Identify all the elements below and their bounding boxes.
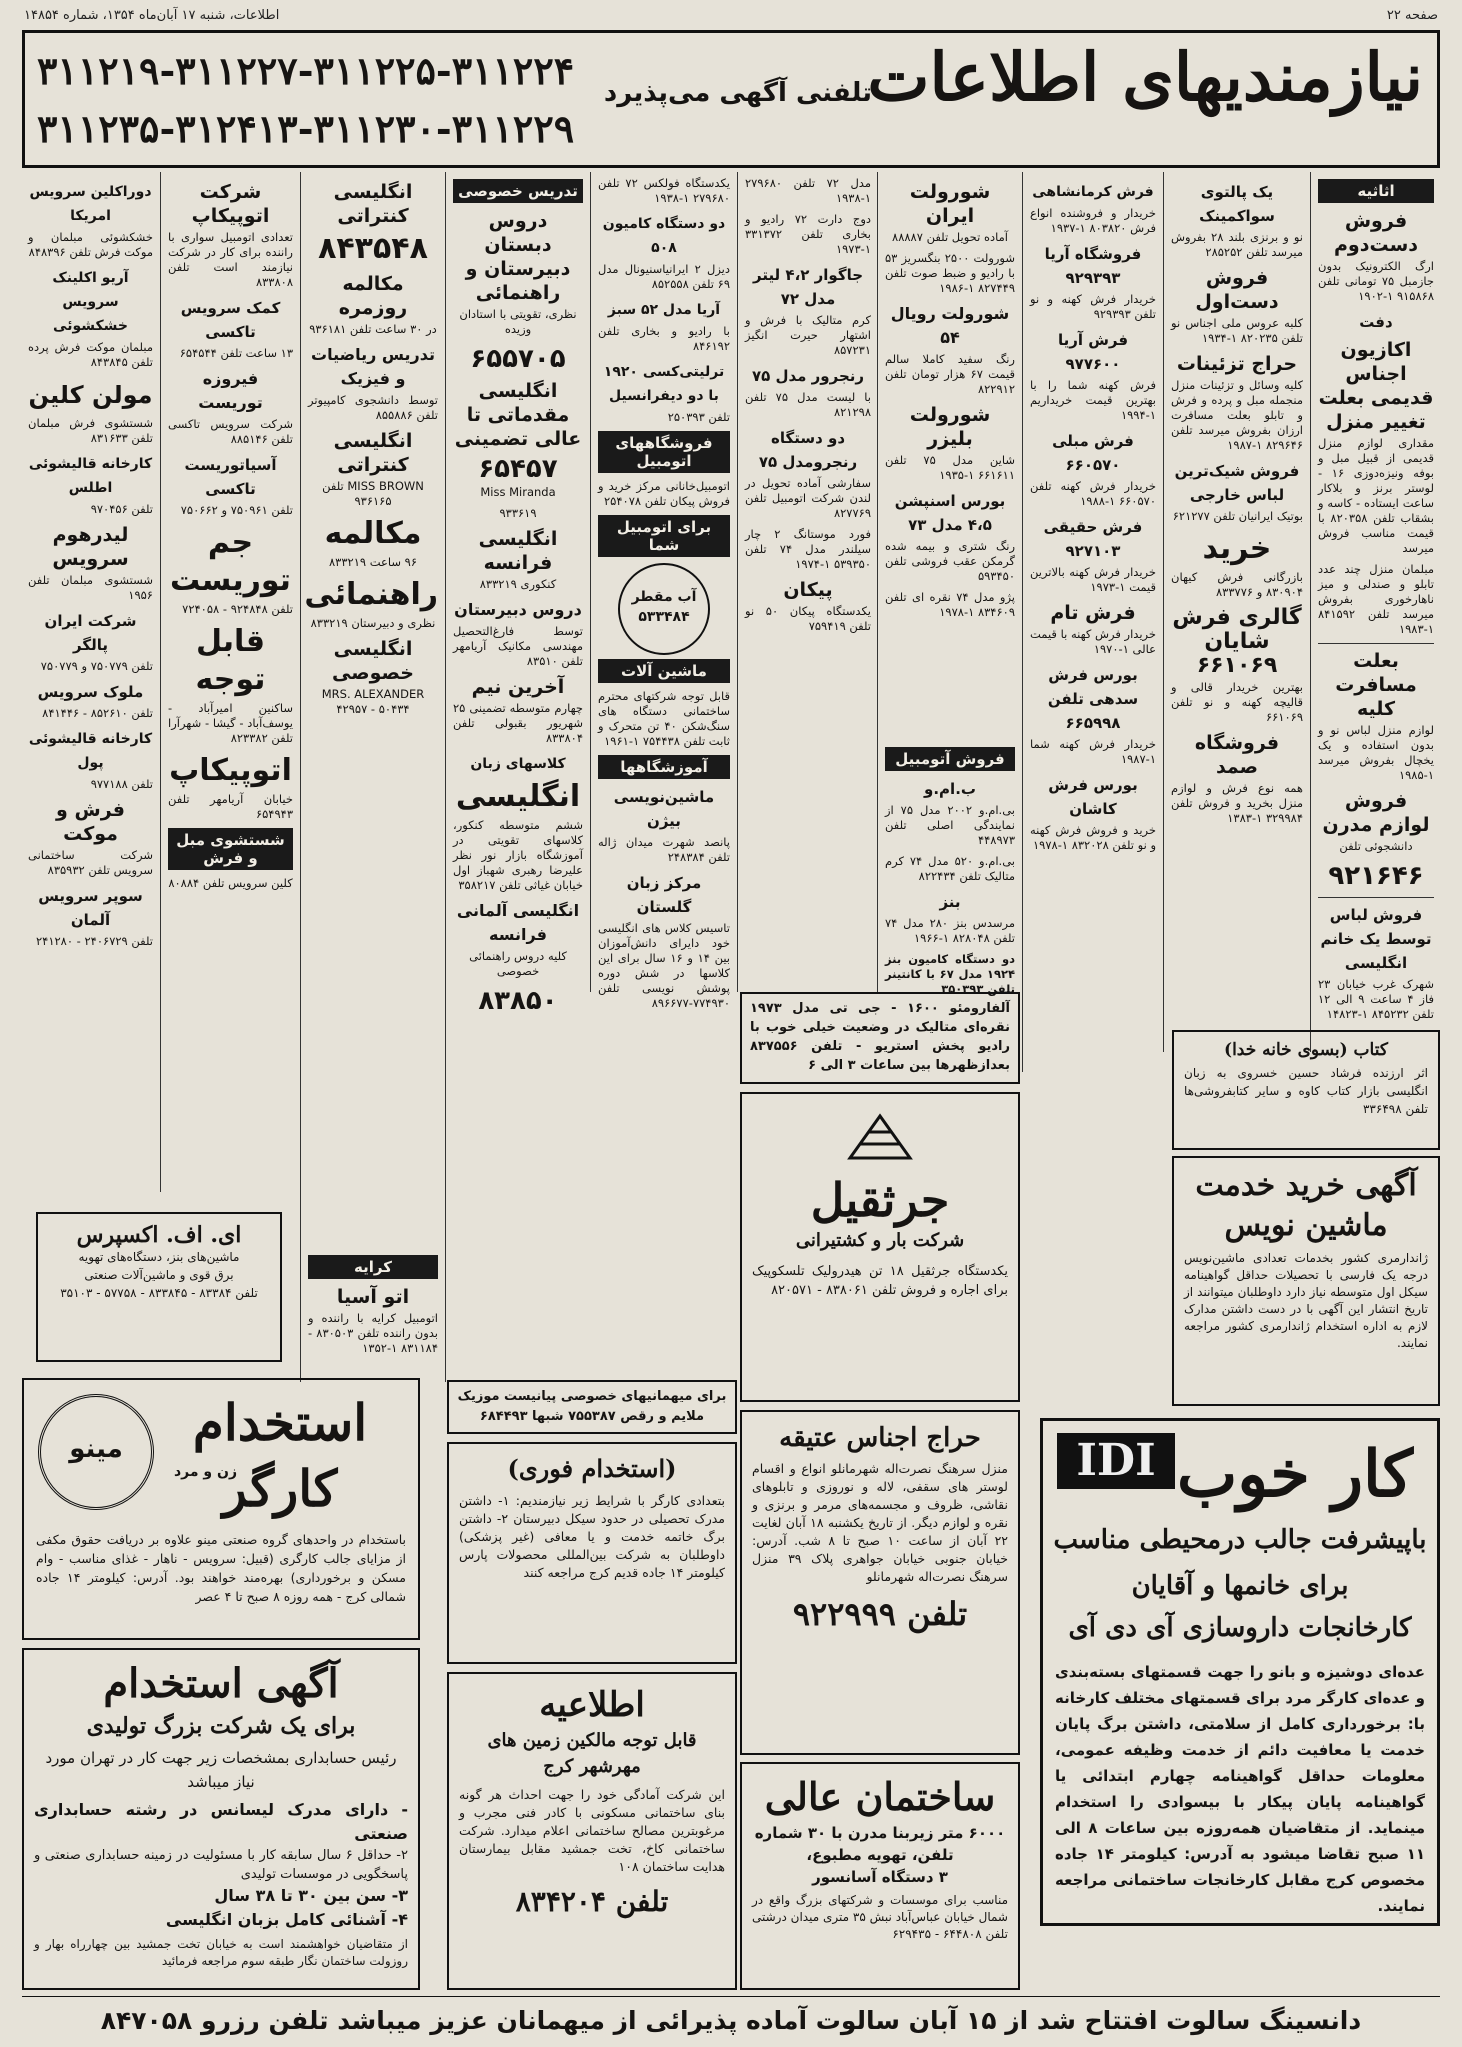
category-header: اثاثیه: [1318, 179, 1434, 203]
ad-title: اکازیون اجناس قدیمی بعلت تغییر منزل: [1318, 339, 1434, 433]
ad-text: مبلمان موکت فرش پرده تلفن ۸۴۳۸۴۵: [28, 340, 153, 369]
ad-text: چهارم متوسطه تضمینی ۲۵ شهریور بقبولی تلفن ۸۳۳۸۰۴: [453, 701, 583, 745]
ad-gender: زن و مرد: [174, 1464, 238, 1480]
category-header: فروشگاههای اتومبیل: [598, 431, 730, 473]
ad-title: فرش کرمانشاهی: [1032, 184, 1154, 200]
ad-phone: ۸۳۸۵۰: [478, 986, 558, 1016]
ad-title: دو دستگاه رنجرومدل ۷۵: [758, 429, 858, 471]
ad-title: فرش حقیقی ۹۲۷۱۰۳: [1043, 518, 1143, 560]
ad-text: بهترین خریدار قالی و قالیچه کهنه و نو تلفن ۶۶۱۰۶۹: [1171, 680, 1303, 724]
ad-title: حراج اجناس عتیقه: [779, 1423, 981, 1453]
ad-building: [740, 1762, 1020, 1990]
ad-text: ارگ الکترونیک بدون جازمبل ۷۵ تومانی تلفن ۹۱۵۸۶۸ ۱-۱۹۰۲: [1318, 259, 1434, 303]
requirement-item: ۴- آشنائی کامل بزبان انگلیسی: [165, 1910, 408, 1929]
ad-title: انگلیسی آلمانی فرانسه: [456, 901, 580, 944]
column-rule: [1310, 172, 1311, 1052]
ad-text: قابل توجه شرکتهای محترم ساختمانی دستگاه های سنگ‌شکن ۴۰ تن متحرک و ثابت تلفن ۷۵۴۴۳۸ ۱-۱۹۶۱: [598, 689, 730, 748]
ad-text: MRS. ALEXANDER ۴۲۹۵۷ - ۵۰۴۳۴: [321, 687, 425, 716]
ad-text: با رادیو و بخاری تلفن ۸۴۶۱۹۲: [598, 324, 730, 353]
ad-title: کار خوب: [1176, 1437, 1413, 1512]
ad-phone: ۶۵۵۷۰۵: [470, 344, 566, 374]
ad-text: بوتیک ایرانیان تلفن ۶۲۱۲۷۷: [1172, 509, 1303, 523]
ad-text: فورد موستانگ ۲ چار سیلندر مدل ۷۴ تلفن ۵۳۹۳۵۰ ۱-۱۹۷۴: [745, 527, 871, 571]
requirement-item: ۳- سن بین ۳۰ تا ۳۸ سال: [214, 1886, 408, 1905]
column-cars-c: [739, 172, 877, 992]
ad-phone: تلفن ۹۲۲۹۹۹: [792, 1595, 968, 1633]
ad-subtitle: شرکت بار و کشتیرانی: [795, 1230, 965, 1251]
ad-text: بی.ام.و ۲۰۰۲ مدل ۷۵ از نمایندگی اصلی تلفن ۴۴۸۹۷۳: [885, 803, 1015, 847]
column-cars-d: [592, 172, 736, 1272]
category-header: ماشین آلات: [598, 659, 730, 683]
ad-text: باستخدام در واحدهای گروه صنعتی مینو علاوه بر دریافت حقوق مکفی از مزایای جالب کارگری (قبیل: سرویس - ناهار - غذای مناسب - وام مسکن و برخورداری) بهره‌مند خواهند بود. آدرس: کیلومتر ۱۴ جاده شمالی کرج - همه روزه ۸ صبح تا ۴ عصر: [36, 1532, 406, 1604]
ad-text: تعدادی اتومبیل سواری با راننده برای کار در شرکت نیازمند است تلفن ۸۳۳۸۰۸: [168, 230, 293, 289]
ad-text: خریدار فرش کهنه تلفن ۶۶۰۵۷۰ ۱-۱۹۸۸: [1030, 479, 1156, 508]
ad-title: انگلیسی فرانسه: [478, 528, 558, 574]
distilled-water-stamp: آب مقطر ۵۳۳۴۸۴: [618, 563, 710, 655]
ad-title: دروس دبیرستان: [454, 600, 582, 619]
ad-text: خشکشوئی مبلمان و موکت فرش تلفن ۸۴۸۳۹۶: [28, 230, 153, 259]
ad-af-express: [36, 1212, 282, 1362]
ad-text: اتومبیل کرایه با راننده و بدون راننده تلفن ۸۳۰۵۰۳ - ۸۳۱۱۸۴ ۱-۱۳۵۲: [308, 1311, 439, 1355]
ad-text: در ۳۰ ساعت تلفن ۹۳۶۱۸۱: [309, 322, 437, 336]
ad-title: ای. اف. اکسپرس: [76, 1222, 242, 1248]
category-header: کرایه: [308, 1255, 438, 1279]
ad-text: مبلمان منزل چند عدد تابلو و صندلی و میز ناهارخوری بفروش میرسد تلفن ۸۴۱۵۹۲ ۱-۱۹۸۳: [1318, 562, 1434, 636]
ad-phone: ۸۴۳۵۴۸: [318, 231, 428, 266]
ad-title: شورولت ایران: [909, 181, 991, 227]
ad-title: ملوک سرویس: [37, 683, 144, 701]
ad-title: فروش لباس توسط یک خانم انگلیسی: [1320, 906, 1432, 972]
ad-title: سوپر سرویس آلمان: [38, 887, 143, 929]
requirement-item: ۲- حداقل ۶ سال سابقه کار با مسئولیت در زمینه حسابداری صنعتی و پاسخگویی در موسسات تولیدی: [34, 1848, 408, 1882]
column-furniture: [1312, 172, 1440, 1052]
ad-text: مدل ۷۲ تلفن ۲۷۹۶۸۰ ۱-۱۹۳۸: [745, 176, 871, 205]
ad-text: لوازم منزل لباس نو و بدون استفاده و یک یخچال بفروش میرسد ۱-۱۹۸۵: [1318, 723, 1434, 782]
ad-title: ترلیتی‌کسی ۱۹۲۰ با دو دیفرانسیل: [603, 364, 725, 404]
ad-intro: رئیس حسابداری بمشخصات زیر جهت کار در تهران مورد نیاز میباشد: [45, 1749, 397, 1791]
ad-text: آماده تحویل تلفن ۸۸۸۸۷: [892, 230, 1008, 244]
ad-text: تلفن ۷۵۰۹۶۱ و ۷۵۰۶۶۲: [180, 503, 293, 517]
ad-text: سفارشی آماده تحویل در لندن شرکت اتومبیل تلفن ۸۲۷۷۶۹: [745, 476, 871, 520]
ad-text: تلفن ۲۴۰۶۷۲۹ - ۲۴۱۲۸۰: [35, 934, 153, 948]
ad-crane: [740, 1092, 1020, 1402]
ad-text: شهرک غرب خیابان ۲۳ فاز ۴ ساعت ۹ الی ۱۲ تلفن ۸۴۵۲۳۲ ۱-۱۴۸۲۳: [1318, 977, 1434, 1021]
ad-text: رنگ سفید کاملا سالم قیمت ۶۷ هزار تومان تلفن ۸۲۲۹۱۲: [885, 352, 1015, 396]
ad-title: دروس دبستان دبیرستان و راهنمائی: [465, 210, 571, 304]
ad-title: انگلیسی مقدماتی تا عالی تضمینی: [454, 380, 582, 450]
ad-text: مرسدس بنز ۲۸۰ مدل ۷۴ تلفن ۸۲۸۰۴۸ ۱-۱۹۶۶: [885, 916, 1015, 945]
ad-text: توسط فارغ‌التحصیل مهندسی مکانیک آریامهر تلفن ۸۳۵۱۰: [453, 624, 583, 668]
stamp-wrapper: [598, 563, 730, 655]
category-header: شستشوی مبل و فرش: [168, 828, 293, 870]
ad-title: انگلیسی: [455, 779, 581, 814]
ad-title: فروشگاه صمد: [1194, 732, 1280, 778]
masthead: [22, 30, 1440, 168]
column-rule: [300, 172, 301, 1382]
page-number: صفحه ۲۲: [1386, 8, 1438, 23]
ad-title: ب.ام.و: [924, 780, 976, 798]
ad-text: تلفن ۲۵۰۳۹۳: [667, 410, 730, 424]
ad-title: یک پالتوی سواکمینک: [1199, 183, 1275, 225]
ad-text: مقداری لوازم منزل قدیمی از قبیل مبل و بوفه ونیزه‌دوزی ۱۶ - لوستر برنز و بلاکار ساعت ایستاده - کاسه و بشقاب تلفن ۸۲۰۳۵۸ با قیمت مناسب فروش میرسد: [1318, 436, 1434, 555]
ad-text: این شرکت آمادگی خود را جهت احداث هر گونه بنای ساختمانی مسکونی با کادر فنی مجرب و مرغوبترین مصالح ساختمانی اعلام میدارد. شرکت ساختمانی کاخ، تخت جمشید مقابل بیمارستان هدایت ساختمان ۱۰۸: [459, 1787, 725, 1874]
ad-title: دفت: [1359, 313, 1393, 331]
ad-subtitle: برای یک شرکت بزرگ تولیدی: [86, 1713, 356, 1739]
ad-text: خیابان آریامهر تلفن ۶۵۴۹۴۳: [168, 792, 293, 821]
ad-title: ماشین‌نویسی بیژن: [613, 788, 715, 830]
footer-rule: [22, 1996, 1440, 1997]
column-taxi: [162, 172, 299, 1202]
ad-text: کلین سرویس تلفن ۸۰۸۸۴: [168, 876, 293, 890]
ad-title: فرش مبلی ۶۶۰۵۷۰: [1052, 432, 1134, 474]
ad-text: خریدار و فروشنده انواع فرش ۸۰۳۸۲۰ ۱-۱۹۳۷: [1030, 206, 1156, 235]
category-header: تدریس خصوصی: [453, 179, 583, 203]
ad-text: شاین مدل ۷۵ تلفن ۶۶۱۶۱۱ ۱-۱۹۳۵: [885, 453, 1015, 482]
ad-text: خرید و فروش فرش کهنه و نو تلفن ۸۳۲۰۲۸ ۱-۱۹۷۸: [1030, 823, 1156, 852]
column-cleaning: [22, 172, 159, 1192]
ad-text: کلیه دروس راهنمائی خصوصی: [469, 949, 567, 978]
ad-line: ماشین‌های بنز، دستگاه‌های تهویه: [78, 1250, 240, 1264]
ad-line: برق قوی و ماشین‌آلات صنعتی: [84, 1268, 234, 1282]
ad-alfa-romeo: [740, 992, 1020, 1084]
ad-title: آسیاتوریست تاکسی: [184, 456, 277, 498]
column-english: [302, 172, 444, 1202]
column-rule: [877, 172, 878, 992]
ad-title: اطلاعیه: [539, 1685, 645, 1725]
ad-title: فرش و موکت: [56, 799, 125, 845]
ad-text: شرکت ساختمانی سرویس تلفن ۸۳۵۹۳۲: [28, 848, 153, 877]
divider: [1318, 897, 1434, 898]
ad-text: ۱۳ ساعت تلفن ۶۵۴۵۴۴: [179, 346, 293, 360]
ad-title: (استخدام فوری): [507, 1454, 677, 1483]
ad-urgent-hiring: [447, 1442, 737, 1664]
ad-text: ۹۳۳۶۱۹: [499, 506, 537, 520]
ad-text: شستشوی مبلمان تلفن ۱۹۵۶: [28, 573, 153, 602]
ad-title: اتوپیکاپ: [169, 753, 292, 788]
idi-logo: IDI: [1057, 1433, 1175, 1489]
footer-banner: دانسینگ سالوت افتتاح شد از ۱۵ آبان سالوت آماده پذیرائی از میهمانان عزیز میباشد تلفن رزرو ۸۴۷۰۵۸: [100, 2006, 1362, 2035]
ad-title: دو دستگاه کامیون ۵۰۸: [602, 216, 726, 256]
column-cars-a: [879, 172, 1021, 732]
requirement-item: - دارای مدرک لیسانس در رشته حسابداری صنعتی: [34, 1800, 408, 1843]
ad-text: ششم متوسطه کنکور، کلاسهای تقویتی در آموزشگاه بازار نور نظر علیرضا رهبری شهباز اول خیابان غیاثی تلفن ۳۵۸۲۱۷: [453, 818, 583, 892]
ad-title: انگلیسی کنتراتی: [333, 181, 413, 227]
ad-lines: [48, 1248, 270, 1302]
ad-text: شورولت ۲۵۰۰ بنگسریز ۵۳ با رادیو و ضبط صوت تلفن ۸۲۷۴۴۹ ۱-۱۹۸۶: [885, 251, 1016, 295]
ad-title: جاگوار ۴،۲ لیتر مدل ۷۲: [752, 266, 864, 308]
ad-text: تلفن ۷۵۰۷۷۹ و ۷۵۰۷۷۹: [40, 659, 153, 673]
ad-company: کارخانجات داروسازی آی دی آی: [1068, 1613, 1412, 1643]
ad-title: شرکت ایران پالگر: [44, 612, 137, 654]
ad-rental: [302, 1248, 444, 1372]
ad-text: تلفن ۸۵۲۶۱۰ - ۸۴۱۴۴۶: [42, 706, 153, 720]
ad-text: کلبه عروس ملی اجناس نو تلفن ۸۲۰۲۳۵ ۱-۱۹۳۴: [1171, 316, 1303, 345]
ad-accountant-hiring: [22, 1648, 420, 1990]
ad-title: لیدرهوم سرویس: [52, 524, 129, 570]
dateline: اطلاعات، شنبه ۱۷ آبان‌ماه ۱۳۵۴، شماره ۱۴۸۵۴: [24, 8, 280, 23]
ad-text: پژو مدل ۷۴ نقره ای تلفن ۸۳۴۶۰۹ ۱-۱۹۷۸: [885, 590, 1015, 619]
category-header: فروش آتومبیل: [885, 747, 1015, 771]
ad-notice-mehrshahr: [447, 1672, 737, 1990]
column-rule: [160, 172, 161, 1192]
ad-phone: ۹۲۱۶۴۶: [1328, 861, 1424, 891]
ad-line: تلفن ۸۳۳۸۴ - ۸۳۳۸۴۵ - ۵۷۷۵۸ - ۳۵۱۰۳: [60, 1286, 258, 1300]
ad-title: راهنمائی: [304, 577, 438, 612]
ad-title: فروش دست‌اول: [1195, 267, 1279, 313]
ad-text: فرش کهنه شما را با بهترین قیمت خریداریم ۱-۱۹۹۴: [1030, 378, 1156, 422]
ad-text: خریدار فرش کهنه شما ۱-۱۹۸۷: [1030, 737, 1156, 766]
ad-text: تلفن ۹۲۴۸۴۸ - ۷۲۴۰۵۸: [182, 602, 293, 616]
ad-line: ۶۰۰۰ متر زیربنا مدرن با ۳۰ شماره تلفن، تهویه مطبوع،: [754, 1824, 1006, 1864]
ad-title: فروش شیک‌ترین لباس خارجی: [1174, 462, 1300, 504]
ad-text: یکدستگاه جرثقیل ۱۸ تن هیدرولیک تلسکوپیک برای اجاره و فروش تلفن ۸۳۸۰۶۱ - ۸۲۰۵۷۱: [752, 1264, 1008, 1298]
masthead-title: نیازمندیهای اطلاعات: [867, 38, 1423, 116]
ad-text: کنکوری ۸۳۳۲۱۹: [479, 577, 557, 591]
ad-text: خریدار فرش کهنه با قیمت عالی ۱-۱۹۷۰: [1030, 627, 1156, 656]
ad-title: فروشگاه آریا ۹۲۹۳۹۳: [1044, 245, 1142, 287]
ad-title: کتاب (بسوی خانه خدا): [1224, 1040, 1388, 1060]
ad-text: نو و برنزی بلند ۲۸ بفروش میرسد تلفن ۲۸۵۲۵۲: [1171, 230, 1303, 259]
ad-title: حراج تزئینات: [1176, 353, 1298, 375]
ad-title: انگلیسی کنتراتی: [333, 430, 413, 476]
ad-title: گالری فرش شایان ۶۶۱۰۶۹: [1172, 605, 1302, 678]
ad-text: دیزل ۲ ایرانیاسنیونال مدل ۶۹ تلفن ۸۵۲۵۵۸: [598, 262, 730, 291]
ad-requirements: [34, 1798, 408, 1932]
ad-title: کمک سرویس تاکسی: [180, 299, 281, 341]
ad-text: ۹۶ ساعت ۸۳۳۲۱۹: [328, 555, 418, 569]
ad-title: جم توریست: [170, 525, 291, 598]
ad-title: شورولت بلیزر: [909, 404, 991, 450]
ad-title: شرکت اتوپیکاپ: [191, 181, 270, 227]
ad-title: جرثقیل: [810, 1173, 950, 1227]
ad-title: رنجرور مدل ۷۵: [751, 367, 865, 385]
masthead-subtitle: تلفنی آگهی می‌پذیرد: [603, 78, 872, 108]
ad-phone: تلفن ۸۳۴۲۰۴: [515, 1885, 669, 1918]
ad-antique-auction: [740, 1410, 1020, 1755]
ad-title: مولن کلین: [28, 381, 153, 409]
ad-text: دوج دارت ۷۲ رادیو و بخاری تلفن ۳۳۱۳۷۲ ۱-۱۹۷۳: [745, 212, 871, 256]
ad-title: کارخانه قالیشوئی اطلس: [28, 456, 153, 496]
column-carpets-a: [1165, 172, 1309, 1052]
ad-title: مکالمه روزمره: [338, 273, 408, 319]
mino-logo: مینو: [38, 1394, 154, 1510]
ad-title: کارخانه قالیشوئی پول: [28, 731, 153, 771]
ad-phone: ۶۵۴۵۷: [478, 454, 558, 484]
category-header: برای اتومبیل شما: [598, 515, 730, 557]
ad-title: ساختمان عالی: [764, 1774, 996, 1819]
ad-title: شورولت رویال ۵۴: [890, 304, 1010, 347]
ad-text: رنگ شتری و بیمه شده گرمکن عقب فروشی تلفن ۵۹۳۴۵۰: [885, 539, 1015, 583]
divider: [1318, 643, 1434, 644]
ad-text: برای میهمانیهای خصوصی پیانیست موزیک ملایم و رقص ۷۵۵۳۸۷ شبها ۶۸۴۴۹۳: [457, 1389, 727, 1424]
column-rule: [1022, 172, 1023, 1072]
ad-text: اتومبیل‌خانانی مرکز خرید و فروش پیکان تلفن ۲۵۴۰۷۸: [598, 479, 730, 508]
ad-text: نظری و دبیرستان ۸۳۳۲۱۹: [310, 616, 436, 630]
crane-logo-icon: [840, 1108, 920, 1168]
ad-title: فروش لوازم مدرن: [1322, 790, 1430, 836]
ad-title: فیروزه توریست: [198, 369, 263, 412]
ad-text: توسط دانشجوی کامپیوتر تلفن ۸۵۵۸۸۶: [308, 393, 438, 422]
ad-piano: [447, 1380, 737, 1434]
ad-title: استخدام کارگر: [192, 1393, 368, 1518]
ad-title: فرش تام: [1050, 602, 1136, 624]
ad-text: تلفن ۹۷۰۴۵۶: [90, 502, 153, 516]
ad-outro: از متقاضیان خواهشمند است به خیابان تخت جمشید بین چهارراه بهار و روزولت ساختمان نگار طبقه سوم مراجعه فرمائید: [34, 1937, 408, 1968]
ad-text: ژاندارمری کشور بخدمات تعدادی ماشین‌نویس درجه یک فارسی با تحصیلات حداقل گواهینامه سیکل اول متوسطه نیاز دارد داوطلبان میتوانند از تاریخ انتشار این آگهی با در دست داشتن مدارک لازم به اداره استخدام ژاندارمری کشور مراجعه نمایند.: [1184, 1251, 1428, 1350]
ad-text: یکدستگاه پیکان ۵۰ نو تلفن ۷۵۹۴۱۹: [745, 604, 871, 633]
ad-title: Miss Miranda: [480, 485, 556, 499]
ad-text: خریدار فرش کهنه و نو تلفن ۹۲۹۳۹۳: [1030, 292, 1156, 321]
ad-title: کلاسهای زبان: [470, 756, 566, 772]
ad-text: کلیه وسائل و تزئینات منزل منجمله مبل و پرده و فرش و تابلو بعلت مسافرت ارزان بفروش میرسد تلفن ۸۲۹۶۴۶ ۱-۱۹۸۷: [1171, 378, 1303, 452]
ad-text: یکدستگاه فولکس ۷۲ تلفن ۲۷۹۶۸۰ ۱-۱۹۳۸: [598, 176, 730, 205]
ad-text: نظری، تقویتی با استادان وزیده: [459, 307, 577, 336]
ad-title: قابل توجه: [195, 624, 266, 697]
ad-title: اتو آسیا: [336, 1286, 410, 1308]
column-tutoring: [447, 172, 589, 1382]
ad-text: تاسیس کلاس های انگلیسی خود دایرای دانش‌آموزان بین ۱۴ و ۱۶ سال برای این کلاسها در شش دوره پوشش نویسی تلفن ۷۷۴۹۳۰-۸۹۶۶۷۷: [598, 921, 730, 1010]
ad-title: بورس اسنپشن ۴،۵ مدل ۷۳: [894, 492, 1006, 534]
ad-text: عده‌ای دوشیزه و بانو را جهت قسمتهای بسته‌بندی و عده‌ای کارگر مرد برای قسمتهای مختلف کارخانه با: برخورداری کامل از سلامتی، داشتن برگ پایان خدمت یا معافیت دائم از خدمت وظیفه عمومی، معلومات حداقل گواهینامه چهارم ابتدائی یا گواهینامه پایان پیکار با بیسوادی را استخدام مینماید. از متقاضیان همه‌روزه بین ساعات ۸ الی ۱۱ صبح تقاضا میشود به آدرس: کیلومتر ۱۴ جاده مخصوص کرج مقابل کارخانجات ساختمانی مراجعه نمایند.: [1055, 1663, 1426, 1915]
ad-title: خرید: [1202, 531, 1272, 566]
ad-title: بعلت مسافرت کلیه: [1335, 650, 1417, 720]
ad-title: بورس فرش سدهی تلفن ۶۶۵۹۹۸: [1047, 666, 1139, 732]
ad-title: انگلیسی خصوصی: [332, 638, 414, 684]
ad-text: دانشجوئی تلفن: [1339, 839, 1413, 853]
ad-text: شرکت سرویس تاکسی تلفن ۸۸۵۱۴۶: [168, 417, 293, 446]
ad-title: آخرین نیم: [471, 676, 565, 698]
ad-title: بنز: [939, 893, 961, 911]
column-rule: [1163, 172, 1164, 1052]
ad-text: خریدار فرش کهنه بالاترین قیمت ۱-۱۹۷۳: [1030, 565, 1156, 594]
ad-typist: [1172, 1156, 1440, 1406]
ad-text: اثر ارزنده فرشاد حسین خسروی به زبان انگلیسی بازار کتاب کاوه و سایر کتابفروشی‌ها تلفن ۳۳۶۴۹۸: [1184, 1066, 1428, 1116]
ad-line: ۳ دستگاه آسانسور: [812, 1868, 948, 1886]
ad-text: دو دستگاه کامیون بنز ۱۹۲۴ مدل ۶۷ با کانتینر تلفن ۳۵۰۳۹۳: [885, 952, 1015, 996]
ad-title: مکالمه: [324, 516, 422, 551]
column-carpets-b: [1024, 172, 1162, 1032]
ad-title: فرش آریا ۹۷۷۶۰۰: [1057, 331, 1129, 373]
ad-book: [1172, 1030, 1440, 1150]
ad-mino-hiring: [22, 1378, 420, 1640]
ad-text: آلفارومئو ۱۶۰۰ - جی تی مدل ۱۹۷۳ نقره‌ای متالیک در وضعیت خیلی خوب با رادیو پخش استریو - تلفن ۸۳۷۵۵۶ بعدازظهرها بین ساعات ۳ الی ۶: [750, 1001, 1010, 1073]
ad-text: منزل سرهنگ نصرت‌اله شهرمانلو انواع و اقسام لوستر های سقفی، لاله و نوروزی و تابلوهای نقاشی، ظروف و مجسمه‌های مرمر و برنزی و نقره و لوازم دیگر. از تاریخ یکشنبه ۱۸ آبان لغایت ۲۲ آبان از ساعت ۱۰ صبح تا ۸ شب. آدرس: خیابان جنوبی خیابان جواهری پلاک ۳۹ منزل سرهنگ نصرت‌اله شهرمانلو: [752, 1461, 1009, 1584]
column-rule: [445, 172, 446, 1382]
ad-text: مناسب برای موسسات و شرکتهای بزرگ واقع در شمال خیابان عباس‌آباد نبش ۳۵ متری میدان درشتی تلفن ۶۴۴۸۰۸ - ۶۲۹۴۳۵: [752, 1893, 1008, 1941]
ad-title: تدریس ریاضیات و فیزیک: [311, 345, 435, 388]
ad-text: بتعدادی کارگر با شرایط زیر نیازمندیم: ۱- داشتن مدرک تحصیلی در حدود سیکل دبیرستان ۲- داشتن برگ خاتمه خدمت و یا معافی (غیر پزشکی) داوطلبان به شرکت بین‌المللی محصولات پارس کیلومتر ۱۴ جاده قدیم کرج مراجعه کنند: [459, 1493, 725, 1580]
ad-title: آریا مدل ۵۲ سبز: [607, 302, 721, 318]
ad-text: پانصد شهرت میدان ژاله تلفن ۲۴۸۳۸۴: [598, 835, 730, 864]
ad-title: فروش دست‌دوم: [1333, 210, 1419, 256]
ad-text: همه نوع فرش و لوازم منزل بخرید و فروش تلفن ۳۲۹۹۸۴ ۱-۱۳۸۳: [1171, 781, 1303, 825]
ad-title: دوراکلین سرویس امریکا: [29, 184, 152, 224]
ad-title: بورس فرش کاشان: [1048, 776, 1138, 818]
ad-title: پیکان: [783, 579, 833, 601]
ad-text: شستشوی فرش مبلمان تلفن ۸۳۱۶۳۳: [28, 416, 153, 445]
ad-text: تلفن ۹۷۷۱۸۸: [90, 777, 153, 791]
ad-text: ساکنین امیرآباد - یوسف‌آباد - گیشا - شهرآرا تلفن ۸۲۳۳۸۲: [168, 701, 293, 745]
ad-subtitle: باپیشرفت جالب درمحیطی مناسب: [1053, 1525, 1427, 1555]
ad-title: آگهی خرید خدمت ماشین نویس: [1195, 1168, 1417, 1243]
ad-text: MISS BROWN تلفن ۹۳۶۱۶۵: [322, 479, 424, 508]
masthead-phones-2: ۳۱۱۲۳۵-۳۱۲۴۱۳-۳۱۱۲۳۰-۳۱۱۲۲۹: [37, 106, 575, 151]
ad-title: مرکز زبان گلستان: [626, 874, 702, 916]
column-rule: [737, 172, 738, 992]
category-header: آموزشگاهها: [598, 755, 730, 779]
ad-title: آگهی استخدام: [103, 1660, 339, 1707]
ad-text: بازرگانی فرش کیهان ۸۳۰۹۰۴ و ۸۳۳۷۷۶: [1171, 570, 1303, 599]
ad-idi-pharma: [1040, 1418, 1440, 1926]
ad-for: برای خانمها و آقایان: [1131, 1571, 1349, 1601]
ad-text: بی.ام.و ۵۲۰ مدل ۷۴ کرم متالیک تلفن ۸۲۲۴۳۴: [885, 854, 1015, 883]
ad-text: کرم متالیک با فرش و اشتهار حیرت انگیز ۸۵۷۲۳۱: [745, 313, 871, 357]
masthead-phones-1: ۳۱۱۲۱۹-۳۱۱۲۲۷-۳۱۱۲۲۵-۳۱۱۲۲۴: [37, 48, 575, 93]
ad-text: با لیست مدل ۷۵ تلفن ۸۲۱۲۹۸: [745, 390, 871, 419]
ad-title: آریو اکلینک سرویس خشکشوئی: [52, 270, 129, 334]
column-rule: [590, 172, 591, 992]
ad-subtitle: قابل توجه مالکین زمین های مهرشهر کرج: [487, 1730, 697, 1777]
